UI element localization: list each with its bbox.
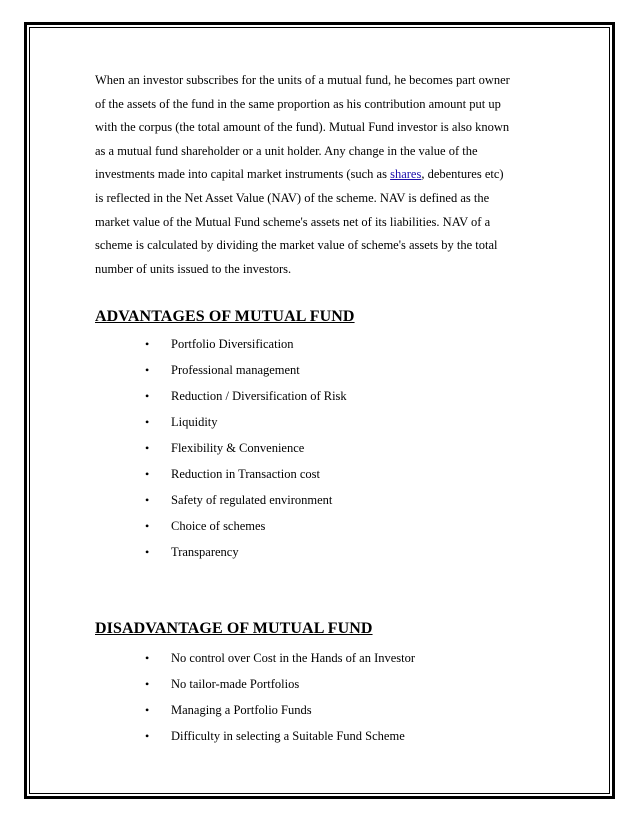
bullet-icon: • [145,729,150,743]
disadvantage-item: Difficulty in selecting a Suitable Fund Scheme [171,729,405,743]
list-item [0,723,600,749]
bullet-icon: • [145,389,150,403]
disadvantage-item: Managing a Portfolio Funds [171,703,312,717]
bullet-icon: • [145,651,150,665]
disadvantages-list [0,645,600,749]
list-item [0,671,600,697]
list-item [0,539,600,565]
intro-line: market value of the Mutual Fund scheme's assets net of its liabilities. NAV of a [95,214,491,229]
list-item [0,331,600,357]
advantages-list [0,331,600,565]
shares-link[interactable]: shares [390,167,422,182]
list-item [0,435,600,461]
intro-line: with the corpus (the total amount of the fund). Mutual Fund investor is also known [95,120,510,135]
intro-line: is reflected in the Net Asset Value (NAV) of the scheme. NAV is defined as the [95,190,490,205]
intro-text: investments made into capital market instruments (such as [95,167,391,182]
bullet-icon: • [145,415,150,429]
bullet-icon: • [145,703,150,717]
list-item [0,409,600,435]
bullet-icon: • [145,363,150,377]
bullet-icon: • [145,519,150,533]
advantage-item: Reduction in Transaction cost [171,467,320,481]
intro-line: When an investor subscribes for the units of a mutual fund, he becomes part owner [95,73,510,87]
advantage-item: Flexibility & Convenience [171,441,305,455]
bullet-icon: • [145,545,150,559]
advantage-item: Safety of regulated environment [171,493,333,507]
disadvantage-item: No control over Cost in the Hands of an Investor [171,651,416,665]
list-item [0,513,600,539]
advantage-item: Liquidity [171,415,218,429]
intro-line: as a mutual fund shareholder or a unit holder. Any change in the value of the [95,143,478,158]
list-item [0,697,600,723]
intro-line-with-link [95,163,535,187]
intro-line: number of units issued to the investors. [95,261,292,276]
intro-line: of the assets of the fund in the same proportion as his contribution amount put up [95,96,501,111]
intro-paragraph [95,69,535,281]
disadvantage-item: No tailor-made Portfolios [171,677,300,691]
bullet-icon: • [145,337,150,351]
list-item [0,357,600,383]
advantage-item: Reduction / Diversification of Risk [171,389,347,403]
intro-text: , debentures etc) [421,167,504,182]
list-item [0,383,600,409]
disadvantages-heading: DISADVANTAGE OF MUTUAL FUND [95,620,373,637]
bullet-icon: • [145,493,150,507]
list-item [0,461,600,487]
advantage-item: Professional management [171,363,300,377]
advantage-item: Transparency [171,545,239,559]
bullet-icon: • [145,677,150,691]
advantages-heading: ADVANTAGES OF MUTUAL FUND [95,308,355,325]
list-item [0,487,600,513]
advantage-item: Choice of schemes [171,519,266,533]
bullet-icon: • [145,467,150,481]
list-item [0,645,600,671]
advantage-item: Portfolio Diversification [171,337,294,351]
intro-line: scheme is calculated by dividing the market value of scheme's assets by the total [95,238,498,253]
bullet-icon: • [145,441,150,455]
